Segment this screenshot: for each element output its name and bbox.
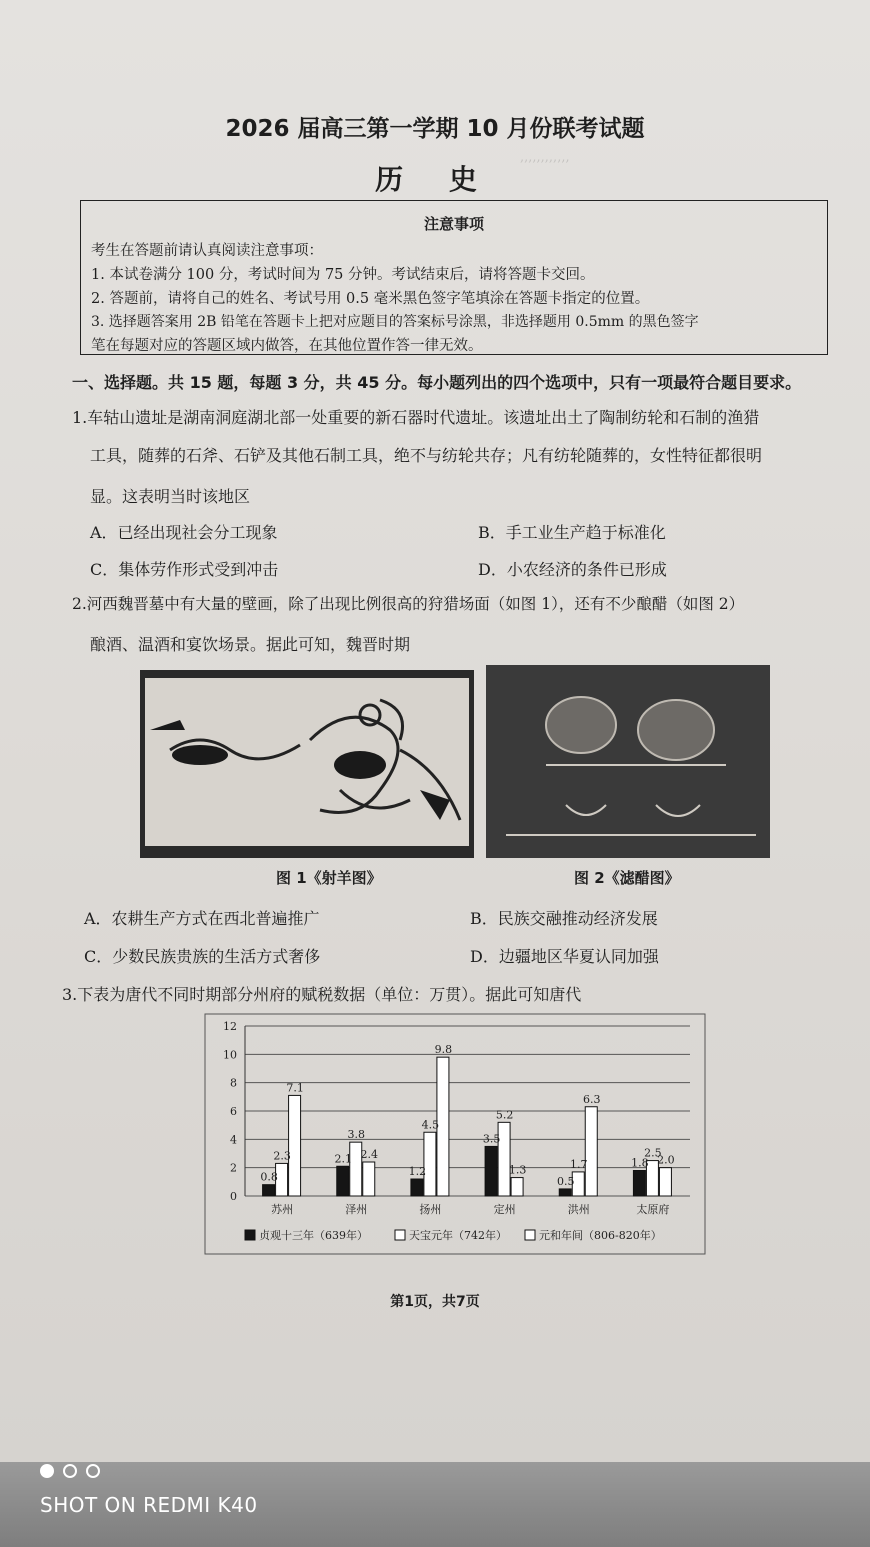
bar (411, 1179, 423, 1196)
data-label: 0.5 (557, 1174, 575, 1188)
figure-2-caption: 图 2《滤醋图》 (574, 869, 680, 887)
notice-line: 1. 本试卷满分 100 分，考试时间为 75 分钟。考试结束后，请将答题卡交回。 (91, 267, 595, 283)
legend-label: 元和年间（806-820年） (539, 1229, 662, 1242)
data-label: 7.1 (286, 1081, 304, 1095)
notice-box (80, 200, 828, 355)
figure-1-mural (140, 670, 474, 858)
data-label: 6.3 (583, 1092, 601, 1106)
data-label: 4.5 (421, 1118, 440, 1132)
dot-icon (40, 1464, 54, 1478)
camera-watermark-text: SHOT ON REDMI K40 (40, 1493, 258, 1517)
y-tick-label: 10 (223, 1048, 237, 1062)
bleed-through-text: ,,,,,,,,,,,, (520, 150, 570, 165)
bar (485, 1146, 497, 1196)
data-label: 5.2 (495, 1108, 514, 1122)
data-label: 1.3 (508, 1163, 527, 1177)
q1-stem: 显。这表明当时该地区 (90, 487, 251, 506)
page-number: 第1页，共7页 (390, 1294, 480, 1310)
q2-option-b: B．民族交融推动经济发展 (470, 909, 658, 928)
y-tick-label: 8 (230, 1076, 237, 1090)
data-label: 2.5 (644, 1146, 662, 1160)
data-label: 3.5 (482, 1132, 501, 1146)
bar (363, 1162, 375, 1196)
bar (337, 1166, 349, 1196)
data-label: 2.4 (360, 1148, 378, 1161)
y-tick-label: 0 (230, 1190, 237, 1203)
bar (511, 1178, 523, 1196)
notice-line: 考生在答题前请认真阅读注意事项： (91, 243, 323, 259)
hunting-scene-image (140, 670, 474, 858)
notice-line: 笔在每题对应的答题区域内做答，在其他位置作答一律无效。 (91, 338, 483, 354)
q2-stem: 酿酒、温酒和宴饮场景。据此可知，魏晋时期 (90, 635, 411, 654)
q1-option-d: D．小农经济的条件已形成 (478, 560, 667, 579)
vinegar-filtering-image (486, 665, 770, 858)
camera-dots (40, 1464, 100, 1478)
data-label: 2.0 (657, 1153, 675, 1167)
legend-swatch (525, 1230, 535, 1240)
data-label: 0.8 (260, 1170, 278, 1184)
legend-swatch (245, 1230, 255, 1240)
bar (585, 1107, 597, 1196)
legend-label: 贞观十三年（639年） (259, 1229, 368, 1242)
category-label: 洪州 (567, 1203, 590, 1216)
bar (289, 1095, 301, 1196)
bar (559, 1189, 571, 1196)
data-label: 2.1 (334, 1152, 352, 1166)
exam-title: 2026 届高三第一学期 10 月份联考试题 (225, 116, 645, 142)
bar (633, 1171, 645, 1197)
q1-stem: 工具，随葬的石斧、石铲及其他石制工具，绝不与纺轮共存；凡有纺轮随葬的，女性特征都很明 (90, 446, 763, 465)
category-label: 定州 (493, 1203, 516, 1216)
q1-option-b: B．手工业生产趋于标准化 (478, 523, 666, 542)
q1-option-c: C．集体劳作形式受到冲击 (90, 560, 279, 579)
chart-frame (205, 1014, 705, 1254)
y-tick-label: 2 (230, 1161, 237, 1175)
notice-line: 3. 选择题答案用 2B 铅笔在答题卡上把对应题目的答案标号涂黑，非选择题用 0.5mm 的黑色签字 (91, 314, 699, 330)
tax-bar-chart (200, 1012, 710, 1258)
q2-option-c: C．少数民族贵族的生活方式奢侈 (84, 947, 321, 966)
dot-icon (86, 1464, 100, 1478)
figure-2-mural (486, 665, 770, 858)
data-label: 9.8 (434, 1043, 453, 1057)
bar (263, 1185, 275, 1196)
data-label: 1.8 (631, 1156, 649, 1170)
legend-swatch (395, 1230, 405, 1240)
q2-option-d: D．边疆地区华夏认同加强 (470, 947, 659, 966)
category-label: 太原府 (636, 1203, 670, 1216)
q1-option-a: A．已经出现社会分工现象 (90, 523, 278, 542)
notice-line: 2. 答题前，请将自己的姓名、考试号用 0.5 毫米黑色签字笔填涂在答题卡指定的位置。 (91, 291, 650, 307)
category-label: 扬州 (419, 1203, 442, 1216)
data-label: 1.7 (570, 1157, 588, 1171)
legend-label: 天宝元年（742年） (409, 1229, 507, 1242)
q2-stem: 2.河西魏晋墓中有大量的壁画，除了出现比例很高的狩猎场面（如图 1），还有不少酿醋（如图 2） (72, 595, 745, 613)
data-label: 1.2 (408, 1165, 427, 1178)
notice-title: 注意事项 (423, 215, 484, 233)
data-label: 3.8 (347, 1128, 365, 1142)
bar (659, 1168, 671, 1196)
y-tick-label: 4 (230, 1133, 237, 1147)
q3-stem: 3.下表为唐代不同时期部分州府的赋税数据（单位：万贯）。据此可知唐代 (62, 985, 582, 1004)
dot-icon (63, 1464, 77, 1478)
q2-option-a: A．农耕生产方式在西北普遍推广 (84, 909, 320, 928)
section-heading: 一、选择题。共 15 题，每题 3 分，共 45 分。每小题列出的四个选项中，只有一项最符合题目要求。 (72, 373, 802, 392)
subject-title: 历 史 (375, 163, 495, 196)
category-label: 苏州 (271, 1203, 294, 1216)
figure-1-caption: 图 1《射羊图》 (276, 869, 382, 887)
data-label: 2.3 (273, 1149, 291, 1163)
y-tick-label: 6 (230, 1105, 237, 1118)
category-label: 泽州 (345, 1203, 368, 1216)
y-tick-label: 12 (223, 1020, 237, 1033)
q1-stem: 1.车轱山遗址是湖南洞庭湖北部一处重要的新石器时代遗址。该遗址出土了陶制纺轮和石制的渔猎 (72, 408, 760, 427)
